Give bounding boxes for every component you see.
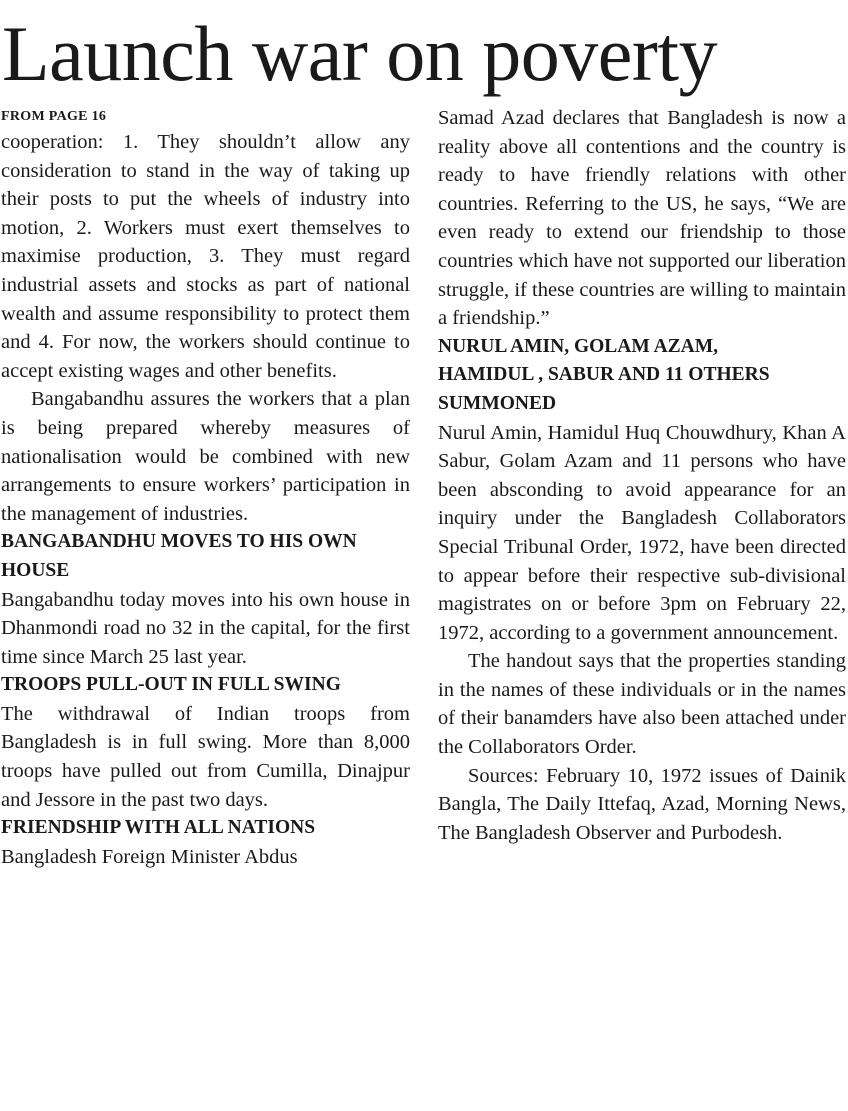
continuation-kicker: FROM PAGE 16 [1,109,107,124]
body-paragraph: Samad Azad declares that Bangladesh is now a reality above all contentions and the country is ready to have friendly relations with other countries. Referring to the US, he says, “We are even ready to extend our friendship to those countries which have not supported our liberation struggle, if these countries are willing to maintain a friendship.” [438,107,846,330]
headline: Launch war on poverty [2,10,718,97]
body-paragraph: Nurul Amin, Hamidul Huq Chouwdhury, Khan A Sabur, Golam Azam and 11 persons who have been absconding to avoid appearance for an inquiry under the Bangladesh Collaborators Special Tribunal Order, 1972, have been directed to appear before their respective sub-divisional magistrates on or before 3pm on February 22, 1972, according to a government announcement. [438,421,846,644]
body-paragraph: Bangladesh Foreign Minister Abdus [1,845,298,868]
body-paragraph: The withdrawal of Indian troops from Bangladesh is in full swing. More than 8,000 troops have pulled out from Cumilla, Dinajpur and Jessore in the past two days. [1,702,410,811]
body-paragraph: cooperation: 1. They shouldn’t allow any consideration to stand in the way of taking up their posts to put the wheels of industry into motion, 2. Workers must exert themselves to maximise production, 3. They must regard industrial assets and stocks as part of national wealth and assume responsibility to protect them and 4. For now, the workers should continue to accept existing wages and other benefits. [1,131,410,382]
body-paragraph: The handout says that the properties standing in the names of these individuals or in the names of their banamders have also been attached under the Collaborators Order. [438,650,846,759]
body-paragraph: Bangabandhu today moves into his own house in Dhanmondi road no 32 in the capital, for the first time since March 25 last year. [1,588,410,668]
body-paragraph: Bangabandhu assures the workers that a plan is being prepared whereby measures of nationalisation would be combined with new arrangements to ensure workers’ participation in the management of industries. [1,388,410,525]
right-column [438,104,846,847]
subheading-summoned: NURUL AMIN, GOLAM AZAM, HAMIDUL , SABUR AND 11 OTHERS SUMMONED [438,335,770,414]
left-column [1,104,410,871]
subheading-troops-pullout: TROOPS PULL-OUT IN FULL SWING [1,674,341,696]
subheading-bangabandhu-house: BANGABANDHU MOVES TO HIS OWN HOUSE [1,531,357,581]
sources-paragraph: Sources: February 10, 1972 issues of Dainik Bangla, The Daily Ittefaq, Azad, Morning News, The Bangladesh Observer and Purbodesh. [438,764,846,844]
subheading-friendship: FRIENDSHIP WITH ALL NATIONS [1,817,316,839]
